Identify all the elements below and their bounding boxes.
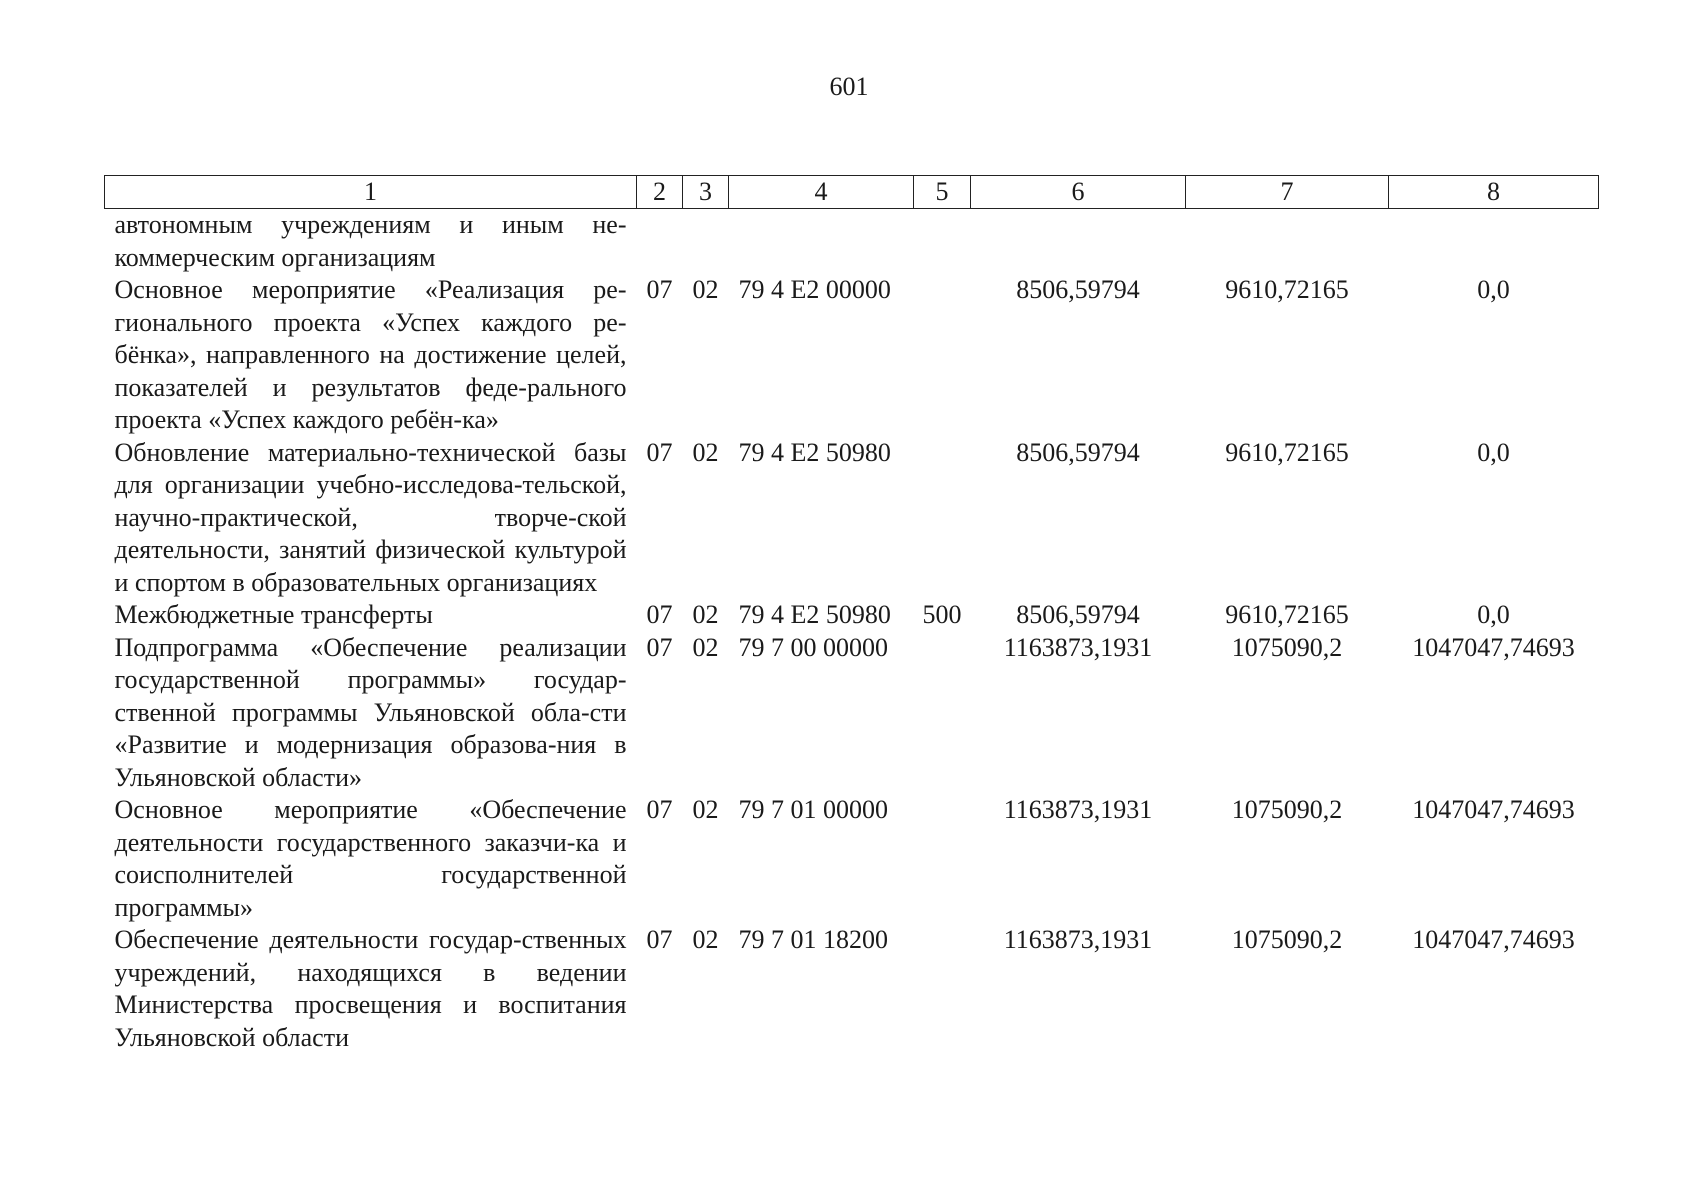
- column-header-8: 8: [1389, 176, 1599, 209]
- column-header-4: 4: [729, 176, 914, 209]
- amount-col6: 1163873,1931: [1003, 925, 1153, 954]
- subsection-code: 02: [692, 795, 719, 824]
- table-row: [105, 209, 1599, 275]
- amount-col7: 1075090,2: [1231, 925, 1343, 954]
- expense-type-code: [914, 794, 971, 924]
- amount-col7: 9610,72165: [1225, 275, 1349, 304]
- subsection-code: [683, 209, 729, 275]
- table-row: [105, 632, 1599, 795]
- subsection-code: 02: [692, 275, 719, 304]
- section-code: 07: [646, 632, 673, 662]
- amount-col7: [1186, 209, 1389, 275]
- table-row: [105, 274, 1599, 437]
- table-row: [105, 794, 1599, 924]
- amount-col8: 1047047,74693: [1412, 925, 1575, 954]
- column-header-1: 1: [105, 176, 637, 209]
- row-name: Обновление материально-технической базы для организации учебно-исследова-тельской, научно-практической, творче-ской деятельности, занятий физической культурой и спортом в образовательных организациях: [114, 437, 627, 597]
- subsection-code: 02: [692, 925, 719, 954]
- amount-col7: 9610,72165: [1225, 600, 1349, 629]
- table-row: [105, 437, 1599, 600]
- row-name: Основное мероприятие «Обеспечение деятельности государственного заказчи-ка и соисполнителей государственной программы»: [114, 795, 627, 922]
- column-header-2: 2: [637, 176, 683, 209]
- target-article-code: [729, 209, 914, 275]
- row-name: Основное мероприятие «Реализация ре-гионального проекта «Успех каждого ре-бёнка», направленного на достижение целей, показателей и результатов феде-рального проекта «Успех каждого ребён-ка»: [114, 275, 627, 434]
- amount-col8: [1389, 209, 1599, 275]
- column-header-7: 7: [1186, 176, 1389, 209]
- amount-col6: 1163873,1931: [1003, 632, 1153, 662]
- expense-type-code: [914, 274, 971, 437]
- target-article-code: 79 7 01 18200: [738, 925, 888, 954]
- amount-col6: 8506,59794: [1016, 437, 1140, 467]
- target-article-code: 79 4 E2 50980: [738, 600, 891, 629]
- column-header-5: 5: [914, 176, 971, 209]
- target-article-code: 79 4 E2 00000: [738, 275, 891, 304]
- table-header-row: [105, 176, 1599, 209]
- subsection-code: 02: [692, 437, 719, 467]
- expense-type-code: 500: [922, 600, 962, 629]
- section-code: 07: [646, 795, 673, 824]
- section-code: 07: [646, 600, 673, 629]
- target-article-code: 79 7 00 00000: [738, 632, 888, 662]
- section-code: 07: [646, 925, 673, 954]
- amount-col8: 1047047,74693: [1412, 795, 1575, 824]
- expense-type-code: [914, 209, 971, 275]
- amount-col7: 1075090,2: [1231, 795, 1343, 824]
- amount-col7: 9610,72165: [1225, 437, 1349, 467]
- table-body: [105, 209, 1599, 1055]
- table-row: [105, 599, 1599, 632]
- amount-col8: 0,0: [1477, 275, 1510, 304]
- subsection-code: 02: [692, 632, 719, 662]
- expense-type-code: [914, 437, 971, 600]
- page-number: 601: [829, 72, 869, 101]
- amount-col6: 8506,59794: [1016, 600, 1140, 629]
- row-name: Обеспечение деятельности государ-ственных учреждений, находящихся в ведении Министерства просвещения и воспитания Ульяновской области: [114, 925, 627, 1052]
- column-header-6: 6: [971, 176, 1186, 209]
- row-name: автономным учреждениям и иным не-коммерческим организациям: [114, 210, 627, 272]
- table-row: [105, 924, 1599, 1054]
- amount-col6: [971, 209, 1186, 275]
- target-article-code: 79 7 01 00000: [738, 795, 888, 824]
- amount-col6: 1163873,1931: [1003, 795, 1153, 824]
- subsection-code: 02: [692, 600, 719, 629]
- amount-col6: 8506,59794: [1016, 275, 1140, 304]
- amount-col7: 1075090,2: [1231, 632, 1343, 662]
- row-name: Межбюджетные трансферты: [114, 600, 433, 629]
- amount-col8: 1047047,74693: [1412, 632, 1575, 662]
- amount-col8: 0,0: [1477, 600, 1510, 629]
- row-name: Подпрограмма «Обеспечение реализации государственной программы» государ-ственной программы Ульяновской обла-сти «Развитие и модернизация образова-ния в Ульяновской области»: [114, 632, 627, 792]
- section-code: 07: [646, 275, 673, 304]
- section-code: [637, 209, 683, 275]
- column-header-3: 3: [683, 176, 729, 209]
- budget-table: [104, 175, 1599, 1054]
- target-article-code: 79 4 E2 50980: [738, 437, 891, 467]
- amount-col8: 0,0: [1477, 437, 1510, 467]
- expense-type-code: [914, 924, 971, 1054]
- section-code: 07: [646, 437, 673, 467]
- expense-type-code: [914, 632, 971, 795]
